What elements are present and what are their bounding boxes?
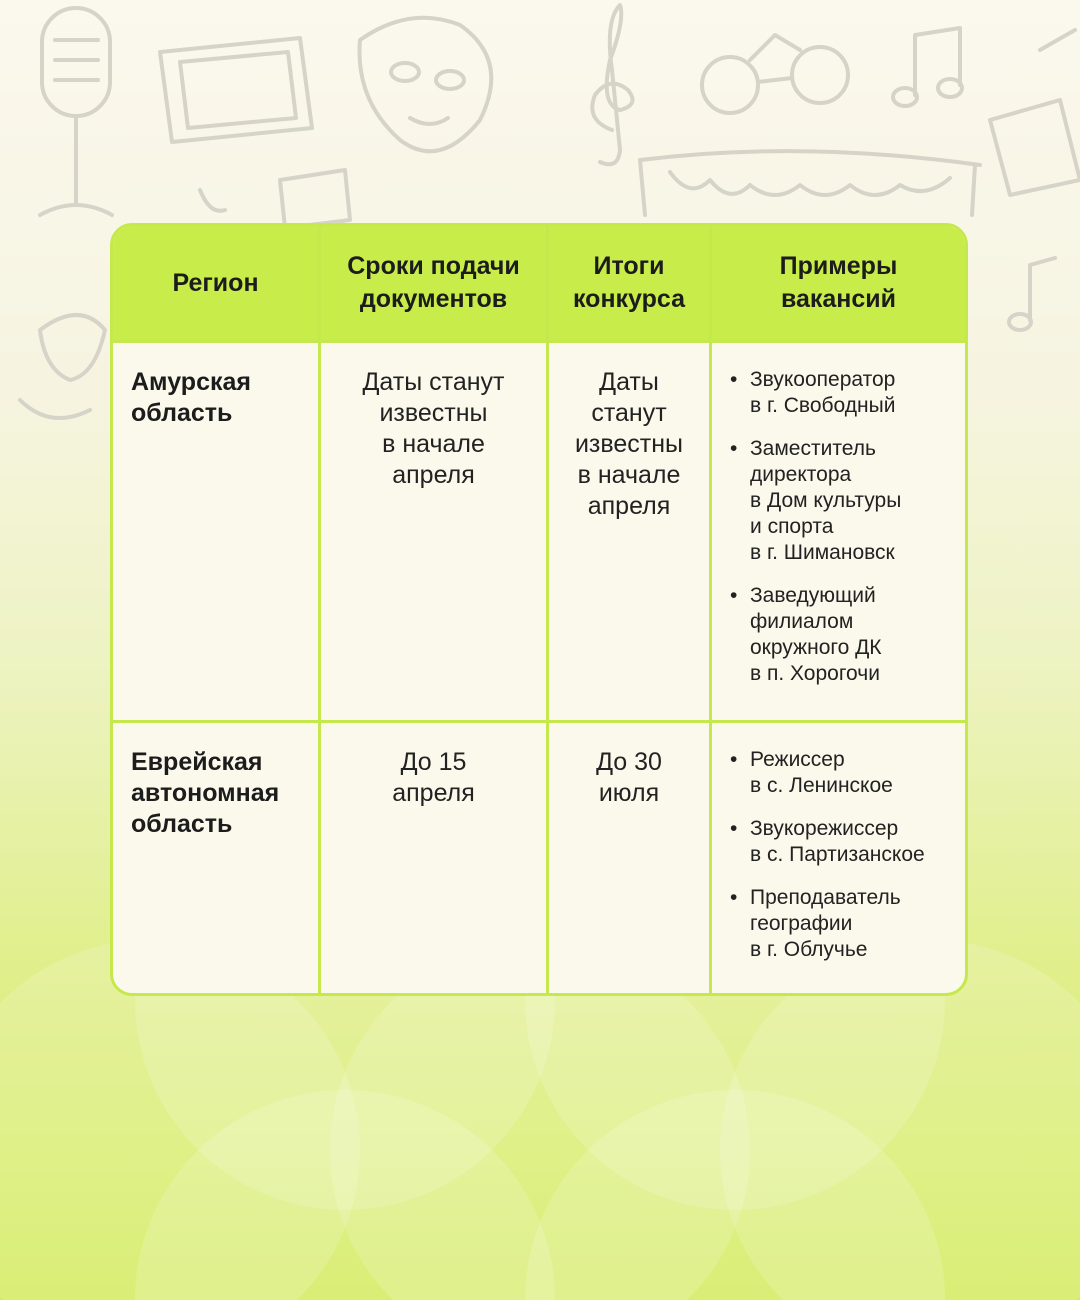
- row-2-deadline: До 15 апреля: [321, 723, 549, 996]
- book-icon: [200, 170, 350, 228]
- theater-mask-icon: [360, 18, 492, 152]
- row-2-region: Еврейская автономная область: [113, 723, 321, 996]
- vacancy-item: • Преподаватель географии в г. Облучье: [728, 885, 955, 963]
- row-2-vacancies: [712, 723, 965, 996]
- vacancy-item: • Звукооператор в г. Свободный: [728, 367, 955, 419]
- row-1-deadline: Даты станут известны в начале апреля: [321, 343, 549, 723]
- vacancy-item: • Звукорежиссер в с. Партизанское: [728, 816, 955, 868]
- book-icon: [990, 30, 1080, 195]
- theater-mask-icon: [20, 315, 105, 418]
- vacancy-item: • Режиссер в с. Ленинское: [728, 747, 955, 799]
- vacancy-item: • Заместитель директора в Дом культуры и спорта в г. Шимановск: [728, 436, 955, 566]
- header-vacancies: Примеры вакансий: [712, 226, 965, 343]
- microphone-icon: [40, 8, 112, 215]
- row-1-results: Даты станут известны в начале апреля: [549, 343, 712, 723]
- header-results: Итоги конкурса: [549, 226, 712, 343]
- row-1-vacancies: [712, 343, 965, 723]
- vacancies-table: [110, 223, 968, 996]
- header-region: Регион: [113, 226, 321, 343]
- row-2-results: До 30 июля: [549, 723, 712, 996]
- binoculars-icon: [702, 35, 848, 113]
- ticket-icon: [160, 38, 312, 142]
- stage-curtain-icon: [640, 151, 980, 215]
- header-deadline: Сроки подачи документов: [321, 226, 549, 343]
- vacancy-item: • Заведующий филиалом окружного ДК в п. Хорогочи: [728, 583, 955, 687]
- treble-clef-icon: [592, 5, 632, 164]
- row-1-region: Амурская область: [113, 343, 321, 723]
